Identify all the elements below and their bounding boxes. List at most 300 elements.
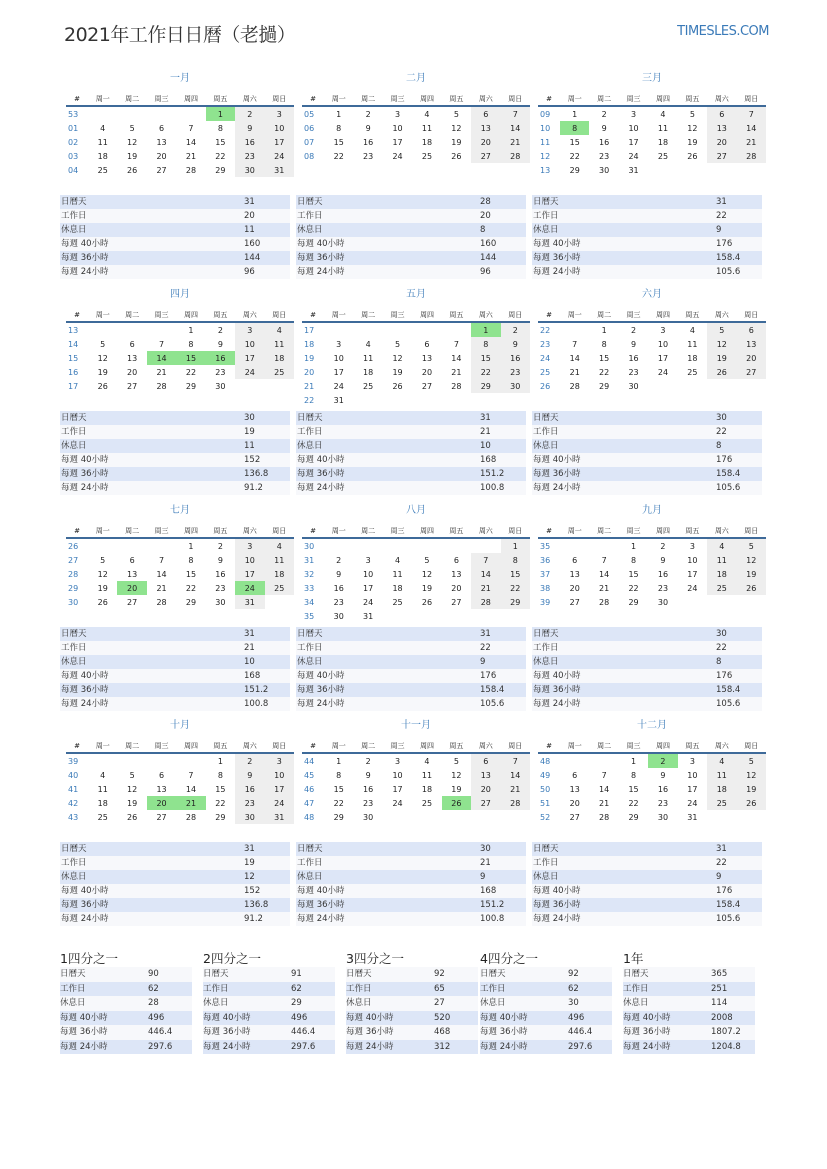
- day-cell[interactable]: 20: [707, 135, 736, 149]
- day-cell[interactable]: 19: [451, 784, 462, 794]
- day-cell[interactable]: 21: [176, 796, 205, 810]
- day-cell[interactable]: 18: [97, 798, 108, 808]
- day-cell[interactable]: 10: [363, 569, 374, 579]
- day-cell[interactable]: 7: [572, 339, 578, 349]
- day-cell[interactable]: 5: [737, 538, 766, 553]
- day-cell[interactable]: 8: [471, 337, 500, 351]
- day-cell[interactable]: 29: [599, 381, 610, 391]
- day-cell[interactable]: 19: [97, 583, 108, 593]
- day-cell[interactable]: 30: [599, 165, 610, 175]
- day-cell[interactable]: 31: [628, 165, 639, 175]
- day-cell[interactable]: 6: [424, 339, 430, 349]
- brand-logo[interactable]: TIMESLES.COM: [677, 24, 769, 39]
- day-cell[interactable]: 17: [235, 567, 264, 581]
- day-cell[interactable]: 14: [185, 137, 197, 147]
- day-cell[interactable]: 15: [215, 137, 226, 147]
- day-cell[interactable]: 6: [129, 555, 135, 565]
- day-cell[interactable]: 10: [392, 123, 403, 133]
- day-cell[interactable]: 11: [265, 337, 294, 351]
- day-cell[interactable]: 20: [737, 351, 766, 365]
- day-cell[interactable]: 15: [215, 784, 226, 794]
- day-cell[interactable]: 16: [215, 569, 226, 579]
- day-cell[interactable]: 16: [363, 784, 374, 794]
- day-cell[interactable]: 11: [421, 770, 433, 780]
- day-cell[interactable]: 24: [657, 367, 669, 377]
- day-cell[interactable]: 2: [660, 541, 666, 551]
- day-cell[interactable]: 12: [392, 353, 403, 363]
- day-cell[interactable]: 5: [129, 123, 135, 133]
- day-cell[interactable]: 28: [599, 597, 610, 607]
- day-cell[interactable]: 24: [392, 798, 403, 808]
- day-cell[interactable]: 13: [569, 784, 580, 794]
- day-cell[interactable]: 25: [687, 367, 698, 377]
- day-cell[interactable]: 25: [707, 796, 736, 810]
- day-cell[interactable]: 5: [129, 770, 135, 780]
- day-cell[interactable]: 15: [471, 351, 500, 365]
- day-cell[interactable]: 28: [569, 381, 580, 391]
- day-cell[interactable]: 30: [363, 812, 374, 822]
- day-cell[interactable]: 11: [687, 339, 698, 349]
- day-cell[interactable]: 20: [127, 367, 138, 377]
- day-cell[interactable]: 26: [127, 165, 138, 175]
- day-cell[interactable]: 18: [265, 567, 294, 581]
- day-cell[interactable]: 13: [471, 121, 500, 135]
- day-cell[interactable]: 3: [265, 753, 294, 768]
- day-cell[interactable]: 12: [97, 353, 108, 363]
- day-cell[interactable]: 4: [424, 109, 430, 119]
- day-cell[interactable]: 26: [127, 812, 138, 822]
- day-cell[interactable]: 7: [188, 770, 194, 780]
- day-cell[interactable]: 7: [501, 106, 530, 121]
- day-cell[interactable]: 18: [657, 137, 669, 147]
- day-cell[interactable]: 25: [97, 165, 108, 175]
- day-cell[interactable]: 16: [363, 137, 374, 147]
- day-cell[interactable]: 8: [336, 123, 342, 133]
- day-cell[interactable]: 21: [569, 367, 580, 377]
- day-cell[interactable]: 11: [421, 123, 433, 133]
- day-cell[interactable]: 24: [687, 583, 698, 593]
- day-cell[interactable]: 2: [336, 555, 342, 565]
- day-cell[interactable]: 15: [333, 137, 344, 147]
- day-cell[interactable]: 10: [235, 553, 264, 567]
- day-cell[interactable]: 28: [156, 597, 167, 607]
- day-cell[interactable]: 20: [156, 151, 167, 161]
- day-cell[interactable]: 16: [206, 351, 235, 365]
- day-cell[interactable]: 21: [185, 151, 197, 161]
- day-cell[interactable]: 3: [265, 106, 294, 121]
- day-cell[interactable]: 22: [628, 798, 639, 808]
- day-cell[interactable]: 4: [660, 109, 666, 119]
- day-cell[interactable]: 10: [657, 339, 669, 349]
- day-cell[interactable]: 5: [453, 109, 459, 119]
- day-cell[interactable]: 20: [117, 581, 146, 595]
- day-cell[interactable]: 30: [235, 163, 264, 177]
- day-cell[interactable]: 20: [471, 782, 500, 796]
- day-cell[interactable]: 16: [235, 782, 264, 796]
- day-cell[interactable]: 26: [707, 365, 736, 379]
- day-cell[interactable]: 1: [336, 109, 342, 119]
- day-cell[interactable]: 29: [501, 595, 530, 609]
- day-cell[interactable]: 17: [235, 351, 264, 365]
- day-cell[interactable]: 19: [97, 367, 108, 377]
- day-cell[interactable]: 3: [365, 555, 371, 565]
- day-cell[interactable]: 2: [648, 753, 677, 768]
- day-cell[interactable]: 19: [392, 367, 403, 377]
- day-cell[interactable]: 6: [471, 753, 500, 768]
- day-cell[interactable]: 28: [501, 796, 530, 810]
- day-cell[interactable]: 22: [333, 151, 344, 161]
- day-cell[interactable]: 30: [235, 810, 264, 824]
- day-cell[interactable]: 5: [707, 322, 736, 337]
- day-cell[interactable]: 21: [737, 135, 766, 149]
- day-cell[interactable]: 23: [363, 798, 374, 808]
- day-cell[interactable]: 29: [333, 812, 344, 822]
- day-cell[interactable]: 1: [188, 325, 194, 335]
- day-cell[interactable]: 27: [127, 381, 138, 391]
- day-cell[interactable]: 22: [333, 798, 344, 808]
- day-cell[interactable]: 30: [333, 611, 344, 621]
- day-cell[interactable]: 25: [421, 151, 433, 161]
- day-cell[interactable]: 8: [217, 123, 223, 133]
- day-cell[interactable]: 3: [660, 325, 666, 335]
- day-cell[interactable]: 10: [265, 121, 294, 135]
- day-cell[interactable]: 29: [628, 812, 639, 822]
- day-cell[interactable]: 17: [333, 367, 344, 377]
- day-cell[interactable]: 23: [628, 367, 639, 377]
- day-cell[interactable]: 20: [569, 798, 580, 808]
- day-cell[interactable]: 11: [392, 569, 403, 579]
- day-cell[interactable]: 2: [235, 106, 264, 121]
- day-cell[interactable]: 1: [206, 106, 235, 121]
- day-cell[interactable]: 4: [707, 753, 736, 768]
- day-cell[interactable]: 8: [631, 770, 637, 780]
- day-cell[interactable]: 20: [451, 583, 462, 593]
- day-cell[interactable]: 31: [687, 812, 698, 822]
- day-cell[interactable]: 13: [421, 353, 433, 363]
- day-cell[interactable]: 2: [217, 325, 223, 335]
- day-cell[interactable]: 15: [599, 353, 610, 363]
- day-cell[interactable]: 7: [601, 555, 607, 565]
- day-cell[interactable]: 30: [215, 381, 226, 391]
- day-cell[interactable]: 5: [100, 555, 106, 565]
- day-cell[interactable]: 18: [265, 351, 294, 365]
- day-cell[interactable]: 13: [471, 768, 500, 782]
- day-cell[interactable]: 22: [185, 583, 197, 593]
- day-cell[interactable]: 12: [687, 123, 698, 133]
- day-cell[interactable]: 14: [737, 121, 766, 135]
- day-cell[interactable]: 29: [471, 379, 500, 393]
- day-cell[interactable]: 1: [217, 756, 223, 766]
- day-cell[interactable]: 23: [215, 367, 226, 377]
- day-cell[interactable]: 28: [599, 812, 610, 822]
- day-cell[interactable]: 22: [471, 365, 500, 379]
- day-cell[interactable]: 2: [365, 756, 371, 766]
- day-cell[interactable]: 7: [737, 106, 766, 121]
- day-cell[interactable]: 25: [363, 381, 374, 391]
- day-cell[interactable]: 23: [235, 149, 264, 163]
- day-cell[interactable]: 12: [421, 569, 433, 579]
- day-cell[interactable]: 5: [395, 339, 401, 349]
- day-cell[interactable]: 27: [451, 597, 462, 607]
- day-cell[interactable]: 3: [395, 109, 401, 119]
- day-cell[interactable]: 23: [657, 798, 669, 808]
- day-cell[interactable]: 6: [129, 339, 135, 349]
- day-cell[interactable]: 1: [471, 322, 500, 337]
- day-cell[interactable]: 26: [442, 796, 471, 810]
- day-cell[interactable]: 25: [392, 597, 403, 607]
- day-cell[interactable]: 24: [235, 365, 264, 379]
- day-cell[interactable]: 14: [501, 121, 530, 135]
- day-cell[interactable]: 18: [392, 583, 403, 593]
- day-cell[interactable]: 19: [127, 151, 138, 161]
- day-cell[interactable]: 9: [235, 121, 264, 135]
- day-cell[interactable]: 8: [188, 555, 194, 565]
- day-cell[interactable]: 14: [156, 569, 167, 579]
- day-cell[interactable]: 21: [599, 798, 610, 808]
- day-cell[interactable]: 23: [599, 151, 610, 161]
- day-cell[interactable]: 19: [687, 137, 698, 147]
- day-cell[interactable]: 23: [333, 597, 344, 607]
- day-cell[interactable]: 24: [265, 149, 294, 163]
- day-cell[interactable]: 27: [127, 597, 138, 607]
- day-cell[interactable]: 1: [631, 541, 637, 551]
- day-cell[interactable]: 17: [687, 569, 698, 579]
- day-cell[interactable]: 6: [471, 106, 500, 121]
- day-cell[interactable]: 19: [451, 137, 462, 147]
- day-cell[interactable]: 12: [127, 784, 138, 794]
- day-cell[interactable]: 19: [737, 567, 766, 581]
- day-cell[interactable]: 29: [628, 597, 639, 607]
- day-cell[interactable]: 18: [363, 367, 374, 377]
- day-cell[interactable]: 13: [127, 569, 138, 579]
- day-cell[interactable]: 17: [363, 583, 374, 593]
- day-cell[interactable]: 16: [657, 569, 669, 579]
- day-cell[interactable]: 31: [235, 595, 264, 609]
- day-cell[interactable]: 9: [365, 123, 371, 133]
- day-cell[interactable]: 23: [215, 583, 226, 593]
- day-cell[interactable]: 10: [333, 353, 344, 363]
- day-cell[interactable]: 27: [737, 365, 766, 379]
- day-cell[interactable]: 18: [707, 782, 736, 796]
- day-cell[interactable]: 23: [501, 365, 530, 379]
- day-cell[interactable]: 14: [569, 353, 580, 363]
- day-cell[interactable]: 8: [336, 770, 342, 780]
- day-cell[interactable]: 15: [185, 569, 197, 579]
- day-cell[interactable]: 15: [176, 351, 205, 365]
- day-cell[interactable]: 9: [660, 770, 666, 780]
- day-cell[interactable]: 21: [501, 782, 530, 796]
- day-cell[interactable]: 14: [501, 768, 530, 782]
- day-cell[interactable]: 6: [572, 555, 578, 565]
- day-cell[interactable]: 1: [631, 756, 637, 766]
- day-cell[interactable]: 1: [501, 538, 530, 553]
- day-cell[interactable]: 21: [501, 135, 530, 149]
- day-cell[interactable]: 8: [560, 121, 589, 135]
- day-cell[interactable]: 27: [569, 597, 580, 607]
- day-cell[interactable]: 31: [363, 611, 374, 621]
- day-cell[interactable]: 11: [97, 784, 108, 794]
- day-cell[interactable]: 26: [687, 151, 698, 161]
- day-cell[interactable]: 28: [471, 595, 500, 609]
- day-cell[interactable]: 15: [501, 567, 530, 581]
- day-cell[interactable]: 22: [501, 581, 530, 595]
- day-cell[interactable]: 23: [657, 583, 669, 593]
- day-cell[interactable]: 29: [215, 812, 226, 822]
- day-cell[interactable]: 6: [159, 770, 165, 780]
- day-cell[interactable]: 24: [265, 796, 294, 810]
- day-cell[interactable]: 8: [217, 770, 223, 780]
- day-cell[interactable]: 10: [687, 770, 698, 780]
- day-cell[interactable]: 4: [395, 555, 401, 565]
- day-cell[interactable]: 3: [235, 538, 264, 553]
- day-cell[interactable]: 4: [424, 756, 430, 766]
- day-cell[interactable]: 20: [147, 796, 176, 810]
- day-cell[interactable]: 17: [265, 135, 294, 149]
- day-cell[interactable]: 1: [572, 109, 578, 119]
- day-cell[interactable]: 4: [265, 322, 294, 337]
- day-cell[interactable]: 21: [471, 581, 500, 595]
- day-cell[interactable]: 26: [451, 151, 462, 161]
- day-cell[interactable]: 10: [265, 768, 294, 782]
- day-cell[interactable]: 16: [657, 784, 669, 794]
- day-cell[interactable]: 27: [569, 812, 580, 822]
- day-cell[interactable]: 12: [737, 768, 766, 782]
- day-cell[interactable]: 19: [127, 798, 138, 808]
- day-cell[interactable]: 31: [265, 810, 294, 824]
- day-cell[interactable]: 30: [657, 812, 669, 822]
- day-cell[interactable]: 11: [707, 768, 736, 782]
- day-cell[interactable]: 7: [188, 123, 194, 133]
- day-cell[interactable]: 25: [97, 812, 108, 822]
- day-cell[interactable]: 9: [217, 555, 223, 565]
- day-cell[interactable]: 17: [657, 353, 669, 363]
- day-cell[interactable]: 21: [156, 367, 167, 377]
- day-cell[interactable]: 4: [689, 325, 695, 335]
- day-cell[interactable]: 15: [333, 784, 344, 794]
- day-cell[interactable]: 25: [707, 581, 736, 595]
- day-cell[interactable]: 13: [569, 569, 580, 579]
- day-cell[interactable]: 10: [628, 123, 639, 133]
- day-cell[interactable]: 11: [363, 353, 374, 363]
- day-cell[interactable]: 9: [365, 770, 371, 780]
- day-cell[interactable]: 25: [265, 581, 294, 595]
- day-cell[interactable]: 6: [737, 322, 766, 337]
- day-cell[interactable]: 11: [707, 553, 736, 567]
- day-cell[interactable]: 18: [421, 784, 433, 794]
- day-cell[interactable]: 7: [159, 555, 165, 565]
- day-cell[interactable]: 20: [569, 583, 580, 593]
- day-cell[interactable]: 26: [737, 796, 766, 810]
- day-cell[interactable]: 9: [601, 123, 607, 133]
- day-cell[interactable]: 4: [100, 123, 106, 133]
- day-cell[interactable]: 14: [451, 353, 462, 363]
- day-cell[interactable]: 7: [159, 339, 165, 349]
- day-cell[interactable]: 1: [601, 325, 607, 335]
- day-cell[interactable]: 30: [215, 597, 226, 607]
- day-cell[interactable]: 27: [471, 796, 500, 810]
- day-cell[interactable]: 14: [185, 784, 197, 794]
- day-cell[interactable]: 28: [737, 149, 766, 163]
- day-cell[interactable]: 17: [392, 784, 403, 794]
- day-cell[interactable]: 17: [628, 137, 639, 147]
- day-cell[interactable]: 24: [333, 381, 344, 391]
- day-cell[interactable]: 3: [689, 541, 695, 551]
- day-cell[interactable]: 21: [599, 583, 610, 593]
- day-cell[interactable]: 3: [336, 339, 342, 349]
- day-cell[interactable]: 31: [333, 395, 344, 405]
- day-cell[interactable]: 2: [217, 541, 223, 551]
- day-cell[interactable]: 21: [156, 583, 167, 593]
- day-cell[interactable]: 29: [185, 597, 197, 607]
- day-cell[interactable]: 14: [147, 351, 176, 365]
- day-cell[interactable]: 7: [501, 753, 530, 768]
- day-cell[interactable]: 17: [392, 137, 403, 147]
- day-cell[interactable]: 1: [188, 541, 194, 551]
- day-cell[interactable]: 6: [572, 770, 578, 780]
- day-cell[interactable]: 23: [363, 151, 374, 161]
- day-cell[interactable]: 12: [737, 553, 766, 567]
- day-cell[interactable]: 8: [188, 339, 194, 349]
- day-cell[interactable]: 22: [215, 151, 226, 161]
- day-cell[interactable]: 27: [156, 165, 167, 175]
- day-cell[interactable]: 6: [159, 123, 165, 133]
- day-cell[interactable]: 24: [687, 798, 698, 808]
- day-cell[interactable]: 13: [127, 353, 138, 363]
- day-cell[interactable]: 12: [451, 123, 462, 133]
- day-cell[interactable]: 14: [599, 569, 610, 579]
- day-cell[interactable]: 2: [501, 322, 530, 337]
- day-cell[interactable]: 30: [501, 379, 530, 393]
- day-cell[interactable]: 22: [215, 798, 226, 808]
- day-cell[interactable]: 13: [156, 784, 167, 794]
- day-cell[interactable]: 22: [185, 367, 197, 377]
- day-cell[interactable]: 21: [451, 367, 462, 377]
- day-cell[interactable]: 25: [657, 151, 669, 161]
- day-cell[interactable]: 6: [453, 555, 459, 565]
- day-cell[interactable]: 14: [471, 567, 500, 581]
- day-cell[interactable]: 25: [421, 798, 433, 808]
- day-cell[interactable]: 26: [97, 597, 108, 607]
- day-cell[interactable]: 28: [451, 381, 462, 391]
- day-cell[interactable]: 20: [471, 135, 500, 149]
- day-cell[interactable]: 11: [265, 553, 294, 567]
- day-cell[interactable]: 22: [569, 151, 580, 161]
- day-cell[interactable]: 31: [265, 163, 294, 177]
- day-cell[interactable]: 19: [707, 351, 736, 365]
- day-cell[interactable]: 9: [217, 339, 223, 349]
- day-cell[interactable]: 28: [185, 165, 197, 175]
- day-cell[interactable]: 10: [687, 555, 698, 565]
- day-cell[interactable]: 5: [424, 555, 430, 565]
- day-cell[interactable]: 24: [628, 151, 639, 161]
- day-cell[interactable]: 5: [737, 753, 766, 768]
- day-cell[interactable]: 3: [235, 322, 264, 337]
- day-cell[interactable]: 14: [599, 784, 610, 794]
- day-cell[interactable]: 11: [657, 123, 669, 133]
- day-cell[interactable]: 24: [392, 151, 403, 161]
- day-cell[interactable]: 12: [707, 337, 736, 351]
- day-cell[interactable]: 4: [365, 339, 371, 349]
- day-cell[interactable]: 16: [501, 351, 530, 365]
- day-cell[interactable]: 18: [421, 137, 433, 147]
- day-cell[interactable]: 28: [501, 149, 530, 163]
- day-cell[interactable]: 3: [689, 756, 695, 766]
- day-cell[interactable]: 26: [97, 381, 108, 391]
- day-cell[interactable]: 19: [737, 782, 766, 796]
- day-cell[interactable]: 5: [689, 109, 695, 119]
- day-cell[interactable]: 23: [235, 796, 264, 810]
- day-cell[interactable]: 24: [235, 581, 264, 595]
